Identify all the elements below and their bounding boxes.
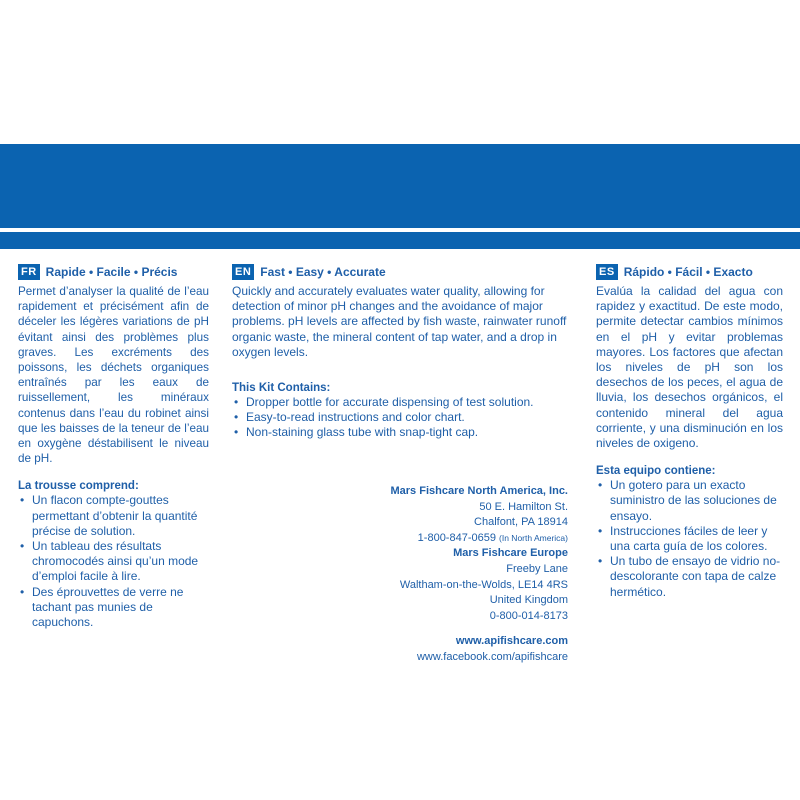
- french-section: [18, 262, 209, 630]
- eu-phone: 0-800-014-8173: [489, 609, 568, 622]
- spanish-tagline: Rápido • Fácil • Exacto: [623, 265, 753, 279]
- list-item: • Des éprouvettes de verre ne tachant pas munies de capuchons.: [18, 585, 209, 631]
- french-intro: Permet d’analyser la qualité de l’eau rapidement et précisément afin de déceler les légères variations de pH évitant ainsi des problèmes plus graves. Les excréments des poissons, les déchets organiques entraînés par les eaux de ruissellement, les minéraux contenus dans l’eau du robinet ainsi que les baisses de la teneur de l’eau en oxygène déstabilisent le niveau de pH.: [18, 285, 209, 466]
- english-kit-list: [232, 395, 572, 441]
- english-kit-heading: This Kit Contains:: [232, 382, 331, 395]
- list-item: • Easy-to-read instructions and color chart.: [232, 410, 572, 425]
- french-header: [18, 262, 209, 282]
- website-link: www.apifishcare.com: [455, 635, 568, 648]
- french-tagline: Rapide • Facile • Précis: [45, 265, 178, 279]
- language-badge-es: ES: [596, 264, 618, 280]
- spanish-section: [596, 262, 783, 600]
- list-item: • Dropper bottle for accurate dispensing of test solution.: [232, 395, 572, 410]
- french-kit-heading: La trousse comprend:: [18, 480, 139, 493]
- list-item: • Non-staining glass tube with snap-tight cap.: [232, 425, 572, 440]
- contact-block: [391, 484, 569, 666]
- facebook-link: www.facebook.com/apifishcare: [416, 650, 568, 663]
- french-kit-list: [18, 493, 209, 630]
- english-header: [232, 262, 572, 282]
- english-tagline: Fast • Easy • Accurate: [260, 265, 386, 279]
- list-item: • Un tableau des résultats chromocodés ainsi qu’un mode d’emploi facile à lire.: [18, 539, 209, 585]
- language-badge-fr: FR: [18, 264, 40, 280]
- spanish-intro: Evalúa la calidad del agua con rapidez y exactitud. De este modo, permite detectar cambios mínimos en el pH y evitar problemas mayores. Los factores que afectan los niveles de pH son los desechos de los peces, el agua de lluvia, los desechos orgánicos, el contenido mineral del agua corriente, y una disminución en los niveles de oxigeno.: [596, 284, 783, 451]
- eu-city: Waltham-on-the-Wolds, LE14 4RS: [399, 578, 568, 591]
- spanish-header: [596, 262, 783, 282]
- list-item: • Un gotero para un exacto suministro de las soluciones de ensayo.: [596, 478, 783, 524]
- eu-country: United Kingdom: [489, 594, 568, 607]
- english-section: [232, 262, 572, 441]
- na-street: 50 E. Hamilton St.: [479, 500, 568, 513]
- spanish-kit-heading: Esta equipo contiene:: [596, 465, 716, 478]
- eu-company: Mars Fishcare Europe: [453, 547, 568, 560]
- english-intro: Quickly and accurately evaluates water quality, allowing for detection of minor pH changes and the avoidance of major problems. pH levels are affected by fish waste, rainwater runoff organic waste, the mineral content of tap water, and a drop in oxygen levels.: [232, 284, 567, 359]
- header-stripe: [0, 232, 800, 249]
- na-phone-line: [391, 531, 569, 547]
- na-company: Mars Fishcare North America, Inc.: [390, 485, 568, 497]
- header-band: [0, 144, 800, 228]
- spanish-kit-list: [596, 478, 783, 600]
- na-phone: 1-800-847-0659: [417, 531, 496, 544]
- na-phone-note: (In North America): [499, 532, 568, 543]
- list-item: • Un tubo de ensayo de vidrio no-descolorante con tapa de calze hermético.: [596, 554, 783, 600]
- list-item: • Un flacon compte-gouttes permettant d’obtenir la quantité précise de solution.: [18, 493, 209, 539]
- language-badge-en: EN: [232, 264, 254, 280]
- eu-street: Freeby Lane: [506, 562, 568, 575]
- list-item: • Instrucciones fáciles de leer y una carta guía de los colores.: [596, 524, 783, 554]
- spacer: [391, 624, 569, 634]
- na-city: Chalfont, PA 18914: [474, 516, 568, 529]
